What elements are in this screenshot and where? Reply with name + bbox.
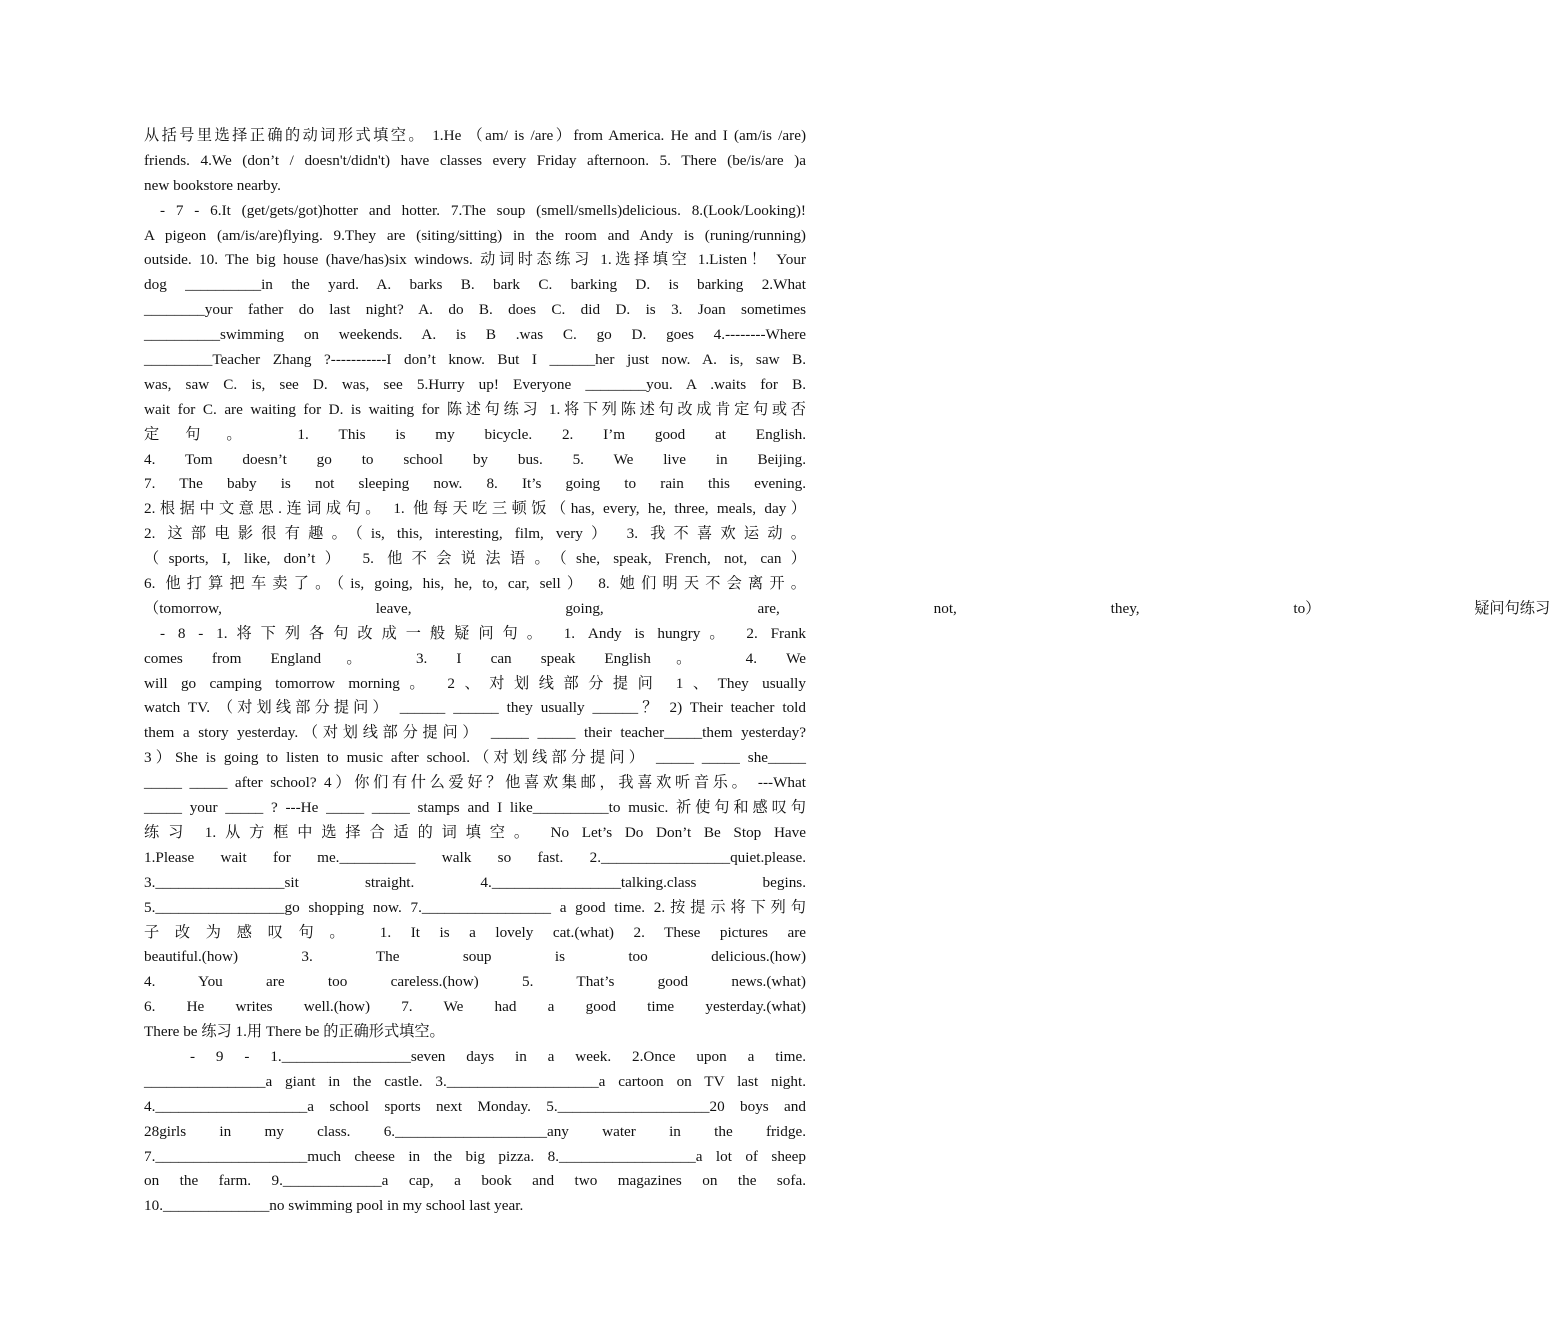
text-line: 6. He writes well.(how) 7. We had a good time yesterday.(what) [144, 998, 806, 1016]
text-line: will go camping tomorrow morning。 2、对划线部分提问 1、They usually [144, 674, 806, 692]
text-line: （sports, I, like, don’t） 5. 他不会说法语。（she, speak, French, not, can） [144, 550, 806, 568]
text-line: them a story yesterday.（对划线部分提问） _____ _____ their teacher_____them yesterday? [144, 724, 806, 742]
text-line: 6. 他打算把车卖了。（is, going, his, he, to, car, sell） 8. 她们明天不会离开。 [144, 575, 806, 593]
text-line: 2.根据中文意思.连词成句。 1. 他每天吃三顿饭（has, every, he, three, meals, day） [144, 500, 806, 518]
text-line: 练习 1.从方框中选择合适的词填空。 No Let’s Do Don’t Be Stop Have [144, 823, 806, 841]
text-line: new bookstore nearby. [144, 176, 281, 194]
text-line: 5._________________go shopping now. 7._________________ a good time. 2.按提示将下列句 [144, 898, 806, 916]
text-line: 7. The baby is not sleeping now. 8. It’s going to rain this evening. [144, 475, 806, 493]
text-line: 3）She is going to listen to music after school.（对划线部分提问） _____ _____ she_____ [144, 749, 806, 767]
text-line: __________swimming on weekends. A. is B .was C. go D. goes 4.--------Where [144, 326, 806, 344]
text-line: ________your father do last night? A. do B. does C. did D. is 3. Joan sometimes [144, 301, 806, 319]
text-line: 2. 这部电影很有趣。（is, this, interesting, film, very） 3. 我不喜欢运动。 [144, 525, 806, 543]
text-line: outside. 10. The big house (have/has)six windows. 动词时态练习 1.选择填空 1.Listen！ Your [144, 251, 806, 269]
text-line: _____ your _____ ? ---He _____ _____ stamps and I like__________to music. 祈使句和感叹句 [144, 799, 806, 817]
text-line: 4. Tom doesn’t go to school by bus. 5. We live in Beijing. [144, 450, 806, 468]
text-line: was, saw C. is, see D. was, see 5.Hurry up! Everyone ________you. A .waits for B. [144, 375, 806, 393]
text-line: - 9 - 1._________________seven days in a week. 2.Once upon a time. [190, 1047, 806, 1065]
text-line: 1.Please wait for me.__________ walk so fast. 2._________________quiet.please. [144, 848, 806, 866]
text-line: watch TV. （对划线部分提问） ______ ______ they usually ______？ 2) Their teacher told [144, 699, 806, 717]
text-line: dog __________in the yard. A. barks B. bark C. barking D. is barking 2.What [144, 276, 806, 294]
text-line: - 7 - 6.It (get/gets/got)hotter and hotter. 7.The soup (smell/smells)delicious. 8.(Look/Looking)! [160, 201, 806, 219]
text-line: - 8 - 1.将下列各句改成一般疑问句。 1. Andy is hungry。 2. Frank [160, 624, 807, 642]
document-page [144, 124, 1550, 1219]
text-line: _________Teacher Zhang ?-----------I don’t know. But I ______her just now. A. is, saw B. [144, 351, 806, 369]
text-line: beautiful.(how) 3. The soup is too delicious.(how) [144, 948, 806, 966]
text-line: 3._________________sit straight. 4._________________talking.class begins. [144, 873, 806, 891]
text-line: wait for C. are waiting for D. is waiting for 陈述句练习 1.将下列陈述句改成肯定句或否 [144, 400, 806, 418]
text-line: 子改为感叹句。 1. It is a lovely cat.(what) 2. These pictures are [144, 923, 806, 941]
text-line: （tomorrow, leave, going, are, not, they, to） 疑问句练习 [144, 599, 1550, 617]
text-line: A pigeon (am/is/are)flying. 9.They are (siting/sitting) in the room and Andy is (runing/running) [144, 226, 806, 244]
text-line: ________________a giant in the castle. 3.____________________a cartoon on TV last night. [144, 1072, 806, 1090]
text-line: on the farm. 9._____________a cap, a book and two magazines on the sofa. [144, 1172, 806, 1190]
text-line: 从括号里选择正确的动词形式填空。 1.He （am/ is /are）from America. He and I (am/is /are) [144, 127, 806, 144]
text-line: 7.____________________much cheese in the big pizza. 8.__________________a lot of sheep [144, 1147, 806, 1165]
text-line: 4. You are too careless.(how) 5. That’s good news.(what) [144, 973, 806, 991]
text-line: comes from England。 3. I can speak English。 4. We [144, 649, 806, 667]
text-line: 10.______________no swimming pool in my school last year. [144, 1197, 524, 1215]
text-line: 定句。 1. This is my bicycle. 2. I’m good at English. [144, 425, 806, 443]
text-line: There be 练习 1.用 There be 的正确形式填空。 [144, 1023, 445, 1041]
text-line: 4.____________________a school sports next Monday. 5.____________________20 boys and [144, 1097, 806, 1115]
text-line: _____ _____ after school? 4）你们有什么爱好？他喜欢集邮，我喜欢听音乐。 ---What [144, 774, 806, 792]
text-line: 28girls in my class. 6.____________________any water in the fridge. [144, 1122, 806, 1140]
text-line: friends. 4.We (don’t / doesn't/didn't) have classes every Friday afternoon. 5. There (be/is/are )a [144, 151, 806, 169]
